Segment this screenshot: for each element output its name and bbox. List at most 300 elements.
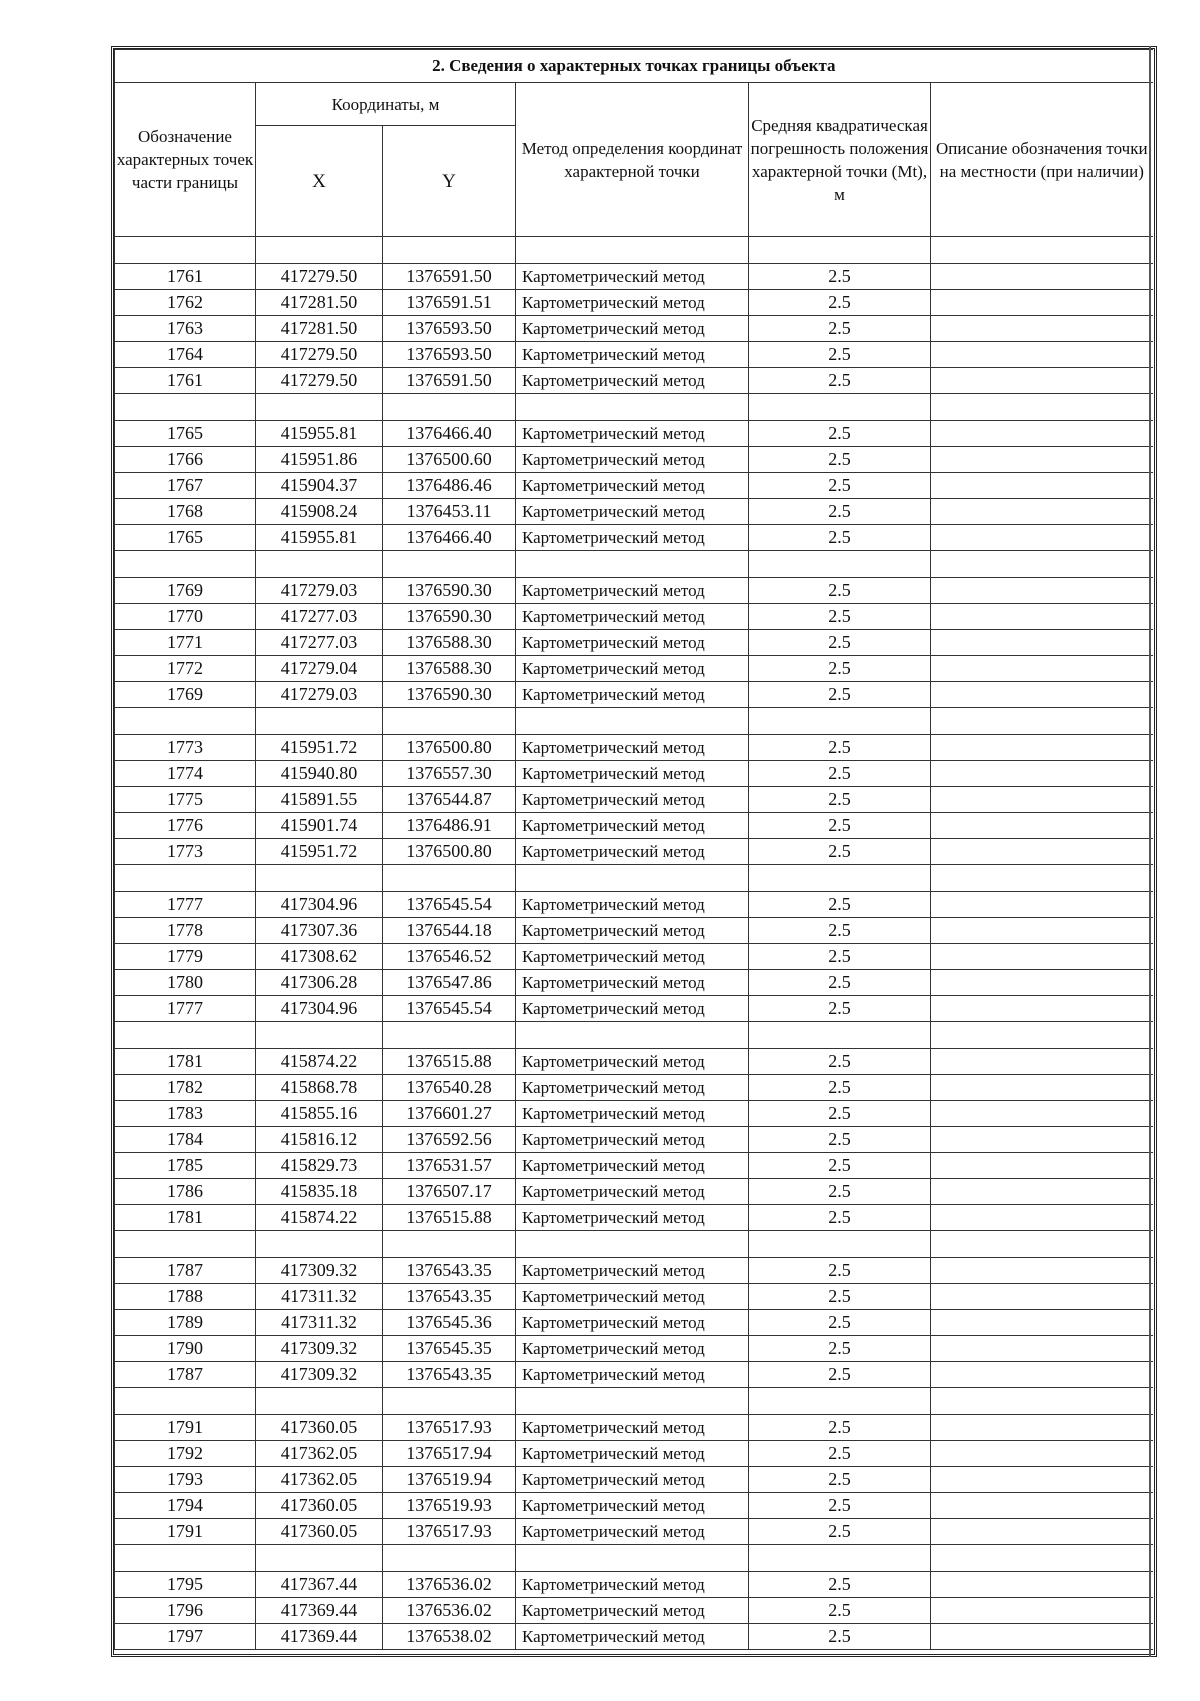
point-cell: 1773 bbox=[115, 839, 256, 865]
y-cell: 1376500.80 bbox=[383, 735, 516, 761]
method-cell: Картометрический метод bbox=[516, 944, 749, 970]
point-cell: 1787 bbox=[115, 1362, 256, 1388]
error-cell: 2.5 bbox=[749, 1284, 931, 1310]
description-cell bbox=[931, 944, 1153, 970]
y-cell: 1376519.93 bbox=[383, 1493, 516, 1519]
method-cell: Картометрический метод bbox=[516, 1441, 749, 1467]
description-cell bbox=[931, 656, 1153, 682]
y-cell: 1376543.35 bbox=[383, 1258, 516, 1284]
method-cell: Картометрический метод bbox=[516, 970, 749, 996]
header-method: Метод определения координат характерной точки bbox=[516, 83, 749, 237]
point-cell: 1767 bbox=[115, 473, 256, 499]
point-cell: 1785 bbox=[115, 1153, 256, 1179]
table-row bbox=[115, 1467, 1153, 1493]
x-cell: 417311.32 bbox=[256, 1284, 383, 1310]
method-cell: Картометрический метод bbox=[516, 368, 749, 394]
y-cell: 1376517.93 bbox=[383, 1519, 516, 1545]
method-cell: Картометрический метод bbox=[516, 1415, 749, 1441]
y-cell: 1376545.54 bbox=[383, 996, 516, 1022]
x-cell: 417367.44 bbox=[256, 1572, 383, 1598]
document-sheet bbox=[111, 46, 1157, 1657]
table-row bbox=[115, 944, 1153, 970]
method-cell: Картометрический метод bbox=[516, 735, 749, 761]
point-cell: 1771 bbox=[115, 630, 256, 656]
description-cell bbox=[931, 1075, 1153, 1101]
point-cell: 1761 bbox=[115, 368, 256, 394]
y-cell: 1376592.56 bbox=[383, 1127, 516, 1153]
table-row bbox=[115, 1336, 1153, 1362]
table-row bbox=[115, 787, 1153, 813]
error-cell: 2.5 bbox=[749, 682, 931, 708]
description-cell bbox=[931, 525, 1153, 551]
table-row bbox=[115, 1519, 1153, 1545]
table-row bbox=[115, 604, 1153, 630]
method-cell: Картометрический метод bbox=[516, 499, 749, 525]
description-cell bbox=[931, 735, 1153, 761]
x-cell: 417306.28 bbox=[256, 970, 383, 996]
method-cell: Картометрический метод bbox=[516, 1598, 749, 1624]
description-cell bbox=[931, 996, 1153, 1022]
table-row bbox=[115, 1362, 1153, 1388]
error-cell: 2.5 bbox=[749, 1153, 931, 1179]
description-cell bbox=[931, 1127, 1153, 1153]
description-cell bbox=[931, 787, 1153, 813]
method-cell: Картометрический метод bbox=[516, 578, 749, 604]
error-cell: 2.5 bbox=[749, 1467, 931, 1493]
point-cell: 1792 bbox=[115, 1441, 256, 1467]
y-cell: 1376466.40 bbox=[383, 421, 516, 447]
point-cell: 1780 bbox=[115, 970, 256, 996]
error-cell: 2.5 bbox=[749, 944, 931, 970]
x-cell: 417362.05 bbox=[256, 1441, 383, 1467]
point-cell: 1777 bbox=[115, 996, 256, 1022]
error-cell: 2.5 bbox=[749, 1519, 931, 1545]
table-row bbox=[115, 1075, 1153, 1101]
y-cell: 1376590.30 bbox=[383, 578, 516, 604]
error-cell: 2.5 bbox=[749, 1127, 931, 1153]
point-cell: 1777 bbox=[115, 892, 256, 918]
y-cell: 1376547.86 bbox=[383, 970, 516, 996]
description-cell bbox=[931, 1572, 1153, 1598]
table-row bbox=[115, 1572, 1153, 1598]
table-row bbox=[115, 996, 1153, 1022]
table-row bbox=[115, 918, 1153, 944]
description-cell bbox=[931, 1101, 1153, 1127]
point-cell: 1769 bbox=[115, 682, 256, 708]
error-cell: 2.5 bbox=[749, 1258, 931, 1284]
x-cell: 417360.05 bbox=[256, 1415, 383, 1441]
error-cell: 2.5 bbox=[749, 1336, 931, 1362]
method-cell: Картометрический метод bbox=[516, 473, 749, 499]
point-cell: 1761 bbox=[115, 264, 256, 290]
table-row bbox=[115, 630, 1153, 656]
error-cell: 2.5 bbox=[749, 290, 931, 316]
point-cell: 1773 bbox=[115, 735, 256, 761]
table-row bbox=[115, 316, 1153, 342]
point-cell: 1795 bbox=[115, 1572, 256, 1598]
table-row bbox=[115, 264, 1153, 290]
y-cell: 1376591.51 bbox=[383, 290, 516, 316]
description-cell bbox=[931, 1179, 1153, 1205]
y-cell: 1376466.40 bbox=[383, 525, 516, 551]
table-row bbox=[115, 290, 1153, 316]
boundary-points-table bbox=[114, 49, 1153, 1650]
point-cell: 1764 bbox=[115, 342, 256, 368]
header-error: Средняя квадратическая погрешность положения характерной точки (Mt), м bbox=[749, 83, 931, 237]
description-cell bbox=[931, 1049, 1153, 1075]
y-cell: 1376591.50 bbox=[383, 368, 516, 394]
description-cell bbox=[931, 342, 1153, 368]
description-cell bbox=[931, 264, 1153, 290]
table-row bbox=[115, 1049, 1153, 1075]
description-cell bbox=[931, 918, 1153, 944]
table-row bbox=[115, 1127, 1153, 1153]
method-cell: Картометрический метод bbox=[516, 604, 749, 630]
description-cell bbox=[931, 368, 1153, 394]
method-cell: Картометрический метод bbox=[516, 342, 749, 368]
error-cell: 2.5 bbox=[749, 499, 931, 525]
table-row bbox=[115, 1624, 1153, 1650]
method-cell: Картометрический метод bbox=[516, 1049, 749, 1075]
description-cell bbox=[931, 892, 1153, 918]
x-cell: 417304.96 bbox=[256, 996, 383, 1022]
y-cell: 1376590.30 bbox=[383, 604, 516, 630]
method-cell: Картометрический метод bbox=[516, 1467, 749, 1493]
point-cell: 1762 bbox=[115, 290, 256, 316]
x-cell: 415908.24 bbox=[256, 499, 383, 525]
method-cell: Картометрический метод bbox=[516, 682, 749, 708]
x-cell: 415829.73 bbox=[256, 1153, 383, 1179]
y-cell: 1376517.93 bbox=[383, 1415, 516, 1441]
y-cell: 1376500.60 bbox=[383, 447, 516, 473]
table-row bbox=[115, 1441, 1153, 1467]
description-cell bbox=[931, 1441, 1153, 1467]
point-cell: 1778 bbox=[115, 918, 256, 944]
error-cell: 2.5 bbox=[749, 316, 931, 342]
y-cell: 1376545.36 bbox=[383, 1310, 516, 1336]
method-cell: Картометрический метод bbox=[516, 264, 749, 290]
error-cell: 2.5 bbox=[749, 1101, 931, 1127]
method-cell: Картометрический метод bbox=[516, 892, 749, 918]
table-title: 2. Сведения о характерных точках границы объекта bbox=[115, 50, 1153, 83]
error-cell: 2.5 bbox=[749, 473, 931, 499]
blank-row bbox=[115, 551, 1153, 578]
y-cell: 1376545.35 bbox=[383, 1336, 516, 1362]
y-cell: 1376590.30 bbox=[383, 682, 516, 708]
x-cell: 415955.81 bbox=[256, 525, 383, 551]
error-cell: 2.5 bbox=[749, 604, 931, 630]
description-cell bbox=[931, 1336, 1153, 1362]
error-cell: 2.5 bbox=[749, 1598, 931, 1624]
y-cell: 1376536.02 bbox=[383, 1598, 516, 1624]
method-cell: Картометрический метод bbox=[516, 813, 749, 839]
table-row bbox=[115, 421, 1153, 447]
x-cell: 417311.32 bbox=[256, 1310, 383, 1336]
method-cell: Картометрический метод bbox=[516, 630, 749, 656]
method-cell: Картометрический метод bbox=[516, 761, 749, 787]
description-cell bbox=[931, 1519, 1153, 1545]
x-cell: 417279.50 bbox=[256, 368, 383, 394]
y-cell: 1376557.30 bbox=[383, 761, 516, 787]
x-cell: 417279.04 bbox=[256, 656, 383, 682]
error-cell: 2.5 bbox=[749, 264, 931, 290]
table-body bbox=[115, 264, 1153, 1650]
x-cell: 415951.86 bbox=[256, 447, 383, 473]
error-cell: 2.5 bbox=[749, 996, 931, 1022]
x-cell: 415835.18 bbox=[256, 1179, 383, 1205]
header-point: Обозначение характерных точек части границы bbox=[115, 83, 256, 237]
x-cell: 415940.80 bbox=[256, 761, 383, 787]
error-cell: 2.5 bbox=[749, 578, 931, 604]
y-cell: 1376588.30 bbox=[383, 630, 516, 656]
y-cell: 1376519.94 bbox=[383, 1467, 516, 1493]
table-row bbox=[115, 735, 1153, 761]
y-cell: 1376517.94 bbox=[383, 1441, 516, 1467]
method-cell: Картометрический метод bbox=[516, 1179, 749, 1205]
point-cell: 1783 bbox=[115, 1101, 256, 1127]
point-cell: 1765 bbox=[115, 421, 256, 447]
error-cell: 2.5 bbox=[749, 1362, 931, 1388]
error-cell: 2.5 bbox=[749, 368, 931, 394]
point-cell: 1796 bbox=[115, 1598, 256, 1624]
error-cell: 2.5 bbox=[749, 656, 931, 682]
x-cell: 417279.03 bbox=[256, 578, 383, 604]
error-cell: 2.5 bbox=[749, 342, 931, 368]
error-cell: 2.5 bbox=[749, 1205, 931, 1231]
y-cell: 1376593.50 bbox=[383, 316, 516, 342]
table-row bbox=[115, 578, 1153, 604]
blank-row bbox=[115, 1545, 1153, 1572]
point-cell: 1797 bbox=[115, 1624, 256, 1650]
blank-row bbox=[115, 865, 1153, 892]
description-cell bbox=[931, 1362, 1153, 1388]
y-cell: 1376500.80 bbox=[383, 839, 516, 865]
x-cell: 417360.05 bbox=[256, 1493, 383, 1519]
error-cell: 2.5 bbox=[749, 839, 931, 865]
error-cell: 2.5 bbox=[749, 1415, 931, 1441]
description-cell bbox=[931, 578, 1153, 604]
x-cell: 417307.36 bbox=[256, 918, 383, 944]
x-cell: 415868.78 bbox=[256, 1075, 383, 1101]
x-cell: 415816.12 bbox=[256, 1127, 383, 1153]
description-cell bbox=[931, 290, 1153, 316]
method-cell: Картометрический метод bbox=[516, 1153, 749, 1179]
point-cell: 1766 bbox=[115, 447, 256, 473]
table-row bbox=[115, 1415, 1153, 1441]
y-cell: 1376538.02 bbox=[383, 1624, 516, 1650]
error-cell: 2.5 bbox=[749, 970, 931, 996]
header-y: Y bbox=[383, 126, 516, 237]
point-cell: 1763 bbox=[115, 316, 256, 342]
point-cell: 1781 bbox=[115, 1205, 256, 1231]
point-cell: 1779 bbox=[115, 944, 256, 970]
method-cell: Картометрический метод bbox=[516, 787, 749, 813]
method-cell: Картометрический метод bbox=[516, 525, 749, 551]
x-cell: 417304.96 bbox=[256, 892, 383, 918]
point-cell: 1793 bbox=[115, 1467, 256, 1493]
point-cell: 1774 bbox=[115, 761, 256, 787]
description-cell bbox=[931, 1153, 1153, 1179]
x-cell: 415951.72 bbox=[256, 839, 383, 865]
y-cell: 1376486.91 bbox=[383, 813, 516, 839]
description-cell bbox=[931, 630, 1153, 656]
x-cell: 417360.05 bbox=[256, 1519, 383, 1545]
blank-row bbox=[115, 237, 1153, 264]
point-cell: 1765 bbox=[115, 525, 256, 551]
point-cell: 1788 bbox=[115, 1284, 256, 1310]
method-cell: Картометрический метод bbox=[516, 1258, 749, 1284]
table-row bbox=[115, 447, 1153, 473]
error-cell: 2.5 bbox=[749, 892, 931, 918]
y-cell: 1376515.88 bbox=[383, 1049, 516, 1075]
y-cell: 1376546.52 bbox=[383, 944, 516, 970]
method-cell: Картометрический метод bbox=[516, 316, 749, 342]
description-cell bbox=[931, 813, 1153, 839]
error-cell: 2.5 bbox=[749, 761, 931, 787]
y-cell: 1376515.88 bbox=[383, 1205, 516, 1231]
x-cell: 417308.62 bbox=[256, 944, 383, 970]
table-row bbox=[115, 892, 1153, 918]
description-cell bbox=[931, 447, 1153, 473]
table-row bbox=[115, 499, 1153, 525]
description-cell bbox=[931, 1493, 1153, 1519]
description-cell bbox=[931, 1284, 1153, 1310]
error-cell: 2.5 bbox=[749, 630, 931, 656]
table-row bbox=[115, 1258, 1153, 1284]
method-cell: Картометрический метод bbox=[516, 1624, 749, 1650]
error-cell: 2.5 bbox=[749, 1572, 931, 1598]
table-row bbox=[115, 1205, 1153, 1231]
x-cell: 417309.32 bbox=[256, 1258, 383, 1284]
blank-row bbox=[115, 708, 1153, 735]
x-cell: 417369.44 bbox=[256, 1598, 383, 1624]
header-x: X bbox=[256, 126, 383, 237]
table-row bbox=[115, 525, 1153, 551]
error-cell: 2.5 bbox=[749, 1179, 931, 1205]
error-cell: 2.5 bbox=[749, 525, 931, 551]
method-cell: Картометрический метод bbox=[516, 1101, 749, 1127]
point-cell: 1789 bbox=[115, 1310, 256, 1336]
x-cell: 417309.32 bbox=[256, 1362, 383, 1388]
table-row bbox=[115, 656, 1153, 682]
table-row bbox=[115, 342, 1153, 368]
header-coords: Координаты, м bbox=[256, 83, 516, 126]
description-cell bbox=[931, 682, 1153, 708]
method-cell: Картометрический метод bbox=[516, 1519, 749, 1545]
x-cell: 415955.81 bbox=[256, 421, 383, 447]
x-cell: 415874.22 bbox=[256, 1205, 383, 1231]
x-cell: 415891.55 bbox=[256, 787, 383, 813]
y-cell: 1376543.35 bbox=[383, 1362, 516, 1388]
point-cell: 1768 bbox=[115, 499, 256, 525]
x-cell: 417277.03 bbox=[256, 630, 383, 656]
method-cell: Картометрический метод bbox=[516, 1284, 749, 1310]
point-cell: 1786 bbox=[115, 1179, 256, 1205]
method-cell: Картометрический метод bbox=[516, 1572, 749, 1598]
method-cell: Картометрический метод bbox=[516, 1310, 749, 1336]
error-cell: 2.5 bbox=[749, 813, 931, 839]
y-cell: 1376544.18 bbox=[383, 918, 516, 944]
y-cell: 1376486.46 bbox=[383, 473, 516, 499]
point-cell: 1791 bbox=[115, 1519, 256, 1545]
x-cell: 415855.16 bbox=[256, 1101, 383, 1127]
description-cell bbox=[931, 1205, 1153, 1231]
point-cell: 1782 bbox=[115, 1075, 256, 1101]
y-cell: 1376507.17 bbox=[383, 1179, 516, 1205]
point-cell: 1791 bbox=[115, 1415, 256, 1441]
x-cell: 415874.22 bbox=[256, 1049, 383, 1075]
point-cell: 1772 bbox=[115, 656, 256, 682]
point-cell: 1784 bbox=[115, 1127, 256, 1153]
method-cell: Картометрический метод bbox=[516, 447, 749, 473]
table-row bbox=[115, 1179, 1153, 1205]
y-cell: 1376544.87 bbox=[383, 787, 516, 813]
error-cell: 2.5 bbox=[749, 421, 931, 447]
error-cell: 2.5 bbox=[749, 447, 931, 473]
method-cell: Картометрический метод bbox=[516, 1075, 749, 1101]
error-cell: 2.5 bbox=[749, 918, 931, 944]
description-cell bbox=[931, 421, 1153, 447]
description-cell bbox=[931, 604, 1153, 630]
table-row bbox=[115, 839, 1153, 865]
description-cell bbox=[931, 473, 1153, 499]
x-cell: 417279.03 bbox=[256, 682, 383, 708]
point-cell: 1794 bbox=[115, 1493, 256, 1519]
error-cell: 2.5 bbox=[749, 1310, 931, 1336]
error-cell: 2.5 bbox=[749, 1624, 931, 1650]
method-cell: Картометрический метод bbox=[516, 1493, 749, 1519]
error-cell: 2.5 bbox=[749, 1049, 931, 1075]
error-cell: 2.5 bbox=[749, 735, 931, 761]
x-cell: 417369.44 bbox=[256, 1624, 383, 1650]
point-cell: 1770 bbox=[115, 604, 256, 630]
x-cell: 417279.50 bbox=[256, 342, 383, 368]
method-cell: Картометрический метод bbox=[516, 1205, 749, 1231]
error-cell: 2.5 bbox=[749, 787, 931, 813]
x-cell: 417277.03 bbox=[256, 604, 383, 630]
blank-row bbox=[115, 1231, 1153, 1258]
method-cell: Картометрический метод bbox=[516, 1127, 749, 1153]
method-cell: Картометрический метод bbox=[516, 421, 749, 447]
table-row bbox=[115, 473, 1153, 499]
y-cell: 1376531.57 bbox=[383, 1153, 516, 1179]
blank-row bbox=[115, 1022, 1153, 1049]
point-cell: 1790 bbox=[115, 1336, 256, 1362]
description-cell bbox=[931, 1598, 1153, 1624]
description-cell bbox=[931, 1310, 1153, 1336]
point-cell: 1769 bbox=[115, 578, 256, 604]
method-cell: Картометрический метод bbox=[516, 996, 749, 1022]
table-row bbox=[115, 682, 1153, 708]
x-cell: 415904.37 bbox=[256, 473, 383, 499]
description-cell bbox=[931, 970, 1153, 996]
description-cell bbox=[931, 499, 1153, 525]
y-cell: 1376453.11 bbox=[383, 499, 516, 525]
table-row bbox=[115, 1284, 1153, 1310]
y-cell: 1376588.30 bbox=[383, 656, 516, 682]
description-cell bbox=[931, 839, 1153, 865]
description-cell bbox=[931, 316, 1153, 342]
y-cell: 1376601.27 bbox=[383, 1101, 516, 1127]
method-cell: Картометрический метод bbox=[516, 656, 749, 682]
point-cell: 1781 bbox=[115, 1049, 256, 1075]
page-edge-line bbox=[1149, 46, 1151, 1657]
point-cell: 1775 bbox=[115, 787, 256, 813]
table-row bbox=[115, 1310, 1153, 1336]
x-cell: 417281.50 bbox=[256, 316, 383, 342]
x-cell: 417281.50 bbox=[256, 290, 383, 316]
y-cell: 1376543.35 bbox=[383, 1284, 516, 1310]
